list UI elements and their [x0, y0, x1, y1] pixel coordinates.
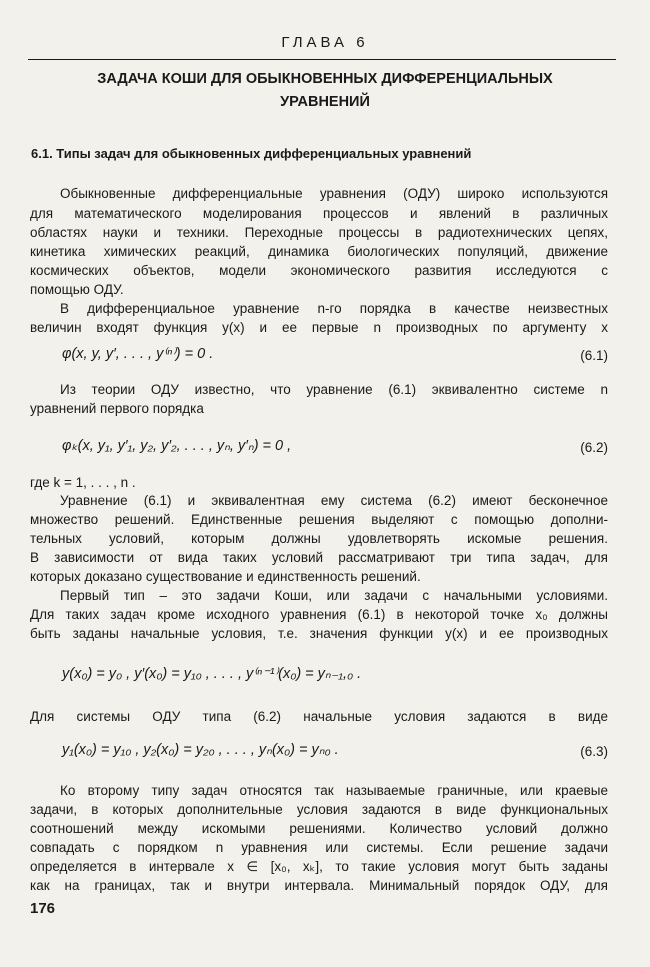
chapter-label: ГЛАВА 6 [281, 34, 369, 51]
text-line: определяется в интервале x ∈ [x₀, xₖ], то такие условия могут быть заданы [30, 859, 608, 874]
text-line: быть заданы начальные условия, т.е. значения функции y(x) и ее производных [30, 626, 608, 641]
text-line: Обыкновенные дифференциальные уравнения (ОДУ) широко используются [60, 186, 608, 201]
text-line: как на границах, так и внутри интервала. Минимальный порядок ОДУ, для [30, 878, 608, 893]
chapter-title-line-1: ЗАДАЧА КОШИ ДЛЯ ОБЫКНОВЕННЫХ ДИФФЕРЕНЦИАЛЬНЫХ [97, 71, 553, 87]
equation-number: (6.3) [580, 744, 608, 759]
text-line: Первый тип – это задачи Коши, или задачи с начальными условиями. [60, 588, 608, 603]
text-line: Для системы ОДУ типа (6.2) начальные условия задаются в виде [30, 709, 608, 724]
text-line: Уравнение (6.1) и эквивалентная ему система (6.2) имеют бесконечное [60, 493, 608, 508]
section-heading: 6.1. Типы задач для обыкновенных дифференциальных уравнений [31, 146, 472, 161]
page-number: 176 [30, 900, 56, 917]
equation-6-2: φₖ(x, y₁, y′₁, y₂, y′₂, . . . , yₙ, y′ₙ) = 0 , [62, 438, 292, 454]
text-line: совпадать с порядком n уравнения или системы. Если решение задачи [30, 840, 608, 855]
text-line: соотношений между искомыми решениями. Количество условий должно [30, 821, 608, 836]
text-line: Из теории ОДУ известно, что уравнение (6.1) эквивалентно системе n [60, 382, 608, 397]
text-line: Ко второму типу задач относятся так называемые граничные, или краевые [60, 783, 608, 798]
text-line: уравнений первого порядка [30, 401, 204, 416]
text-line: космических объектов, модели экономического развития исследуются с [30, 263, 608, 278]
text-line: В зависимости от вида таких условий рассматривают три типа задач, для [30, 550, 608, 565]
equation-number: (6.2) [580, 440, 608, 455]
text-line: областях науки и техники. Переходные процессы в радиотехнических цепях, [30, 225, 608, 240]
chapter-title [40, 68, 610, 114]
equation-initial-conditions: y(x₀) = y₀ , y′(x₀) = y₁₀ , . . . , y⁽ⁿ⁻¹⁾(x₀) = yₙ₋₁,₀ . [62, 666, 362, 682]
text-line: кинетика химических реакций, динамика биологических популяций, движение [30, 244, 608, 259]
text-line: помощью ОДУ. [30, 282, 124, 297]
chapter-title-line-2: УРАВНЕНИЙ [280, 94, 370, 110]
header-rule [28, 59, 616, 60]
text-line: тельных условий, которым должны удовлетворять искомые решения. [30, 531, 608, 546]
text-line: для математического моделирования процессов и явлений в различных [30, 206, 608, 221]
text-line: Для таких задач кроме исходного уравнения (6.1) в некоторой точке x₀ должны [30, 607, 608, 622]
text-line: задачи, в которых дополнительные условия задаются в виде функциональных [30, 802, 608, 817]
text-line: множество решений. Единственные решения выделяют с помощью дополни- [30, 512, 608, 527]
equation-6-3: y₁(x₀) = y₁₀ , y₂(x₀) = y₂₀ , . . . , yₙ(x₀) = yₙ₀ . [62, 742, 339, 758]
equation-number: (6.1) [580, 348, 608, 363]
equation-6-1: φ(x, y, y′, . . . , y⁽ⁿ⁾) = 0 . [62, 346, 214, 362]
where-line: где k = 1, . . . , n . [30, 475, 136, 490]
text-line: которых доказано существование и единственность решений. [30, 569, 421, 584]
text-line: В дифференциальное уравнение n-го порядка в качестве неизвестных [60, 301, 608, 316]
text-line: величин входят функция y(x) и ее первые n производных по аргументу x [30, 320, 608, 335]
